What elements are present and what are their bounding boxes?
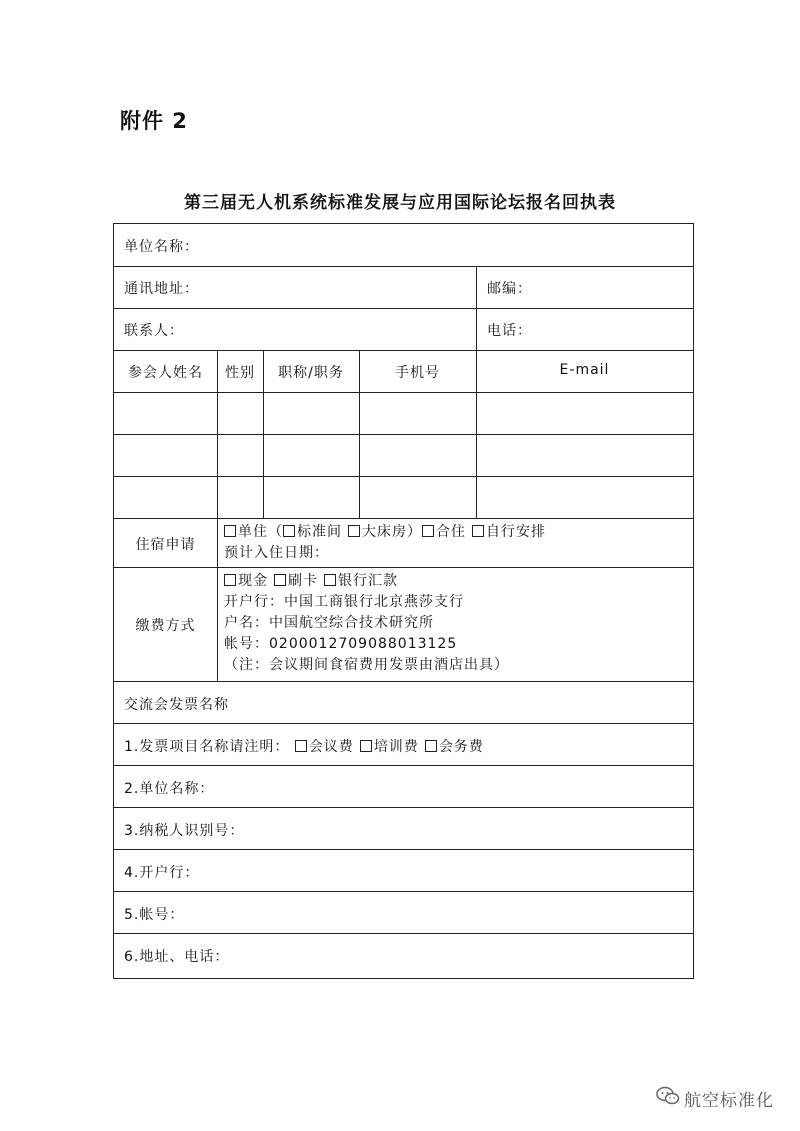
unit-name-label: 单位名称： <box>124 239 199 255</box>
payment-options <box>224 570 398 590</box>
postcode-label: 邮编： <box>487 281 532 297</box>
participant-title-cell[interactable] <box>264 435 358 475</box>
row-divider <box>114 681 693 682</box>
participant-name-cell[interactable] <box>115 393 216 433</box>
standard-room-option: 标准间 <box>297 524 342 540</box>
participant-gender-cell[interactable] <box>218 393 262 433</box>
participant-gender-cell[interactable] <box>218 435 262 475</box>
phone-label: 电话： <box>487 323 532 339</box>
standard-room-checkbox[interactable] <box>283 525 295 537</box>
row-divider <box>114 266 693 267</box>
meeting-fee-option: 会议费 <box>308 739 354 755</box>
single-checkbox[interactable] <box>224 525 236 537</box>
row-divider <box>114 567 693 568</box>
participant-mobile-cell[interactable] <box>360 435 475 475</box>
row-divider <box>114 933 693 934</box>
payment-label: 缴费方式 <box>135 618 196 634</box>
header-email: E-mail <box>559 362 610 378</box>
row-divider <box>114 807 693 808</box>
checkin-date-label: 预计入住日期： <box>224 545 329 561</box>
invoice-tax-id: 3.纳税人识别号： <box>124 823 245 839</box>
account-name: 户名：中国航空综合技术研究所 <box>224 615 434 631</box>
header-title: 职称/职务 <box>278 365 344 381</box>
shared-room-option: 合住 <box>436 524 466 540</box>
invoice-header: 交流会发票名称 <box>124 697 229 713</box>
self-arrange-option: 自行安排 <box>486 524 546 540</box>
meeting-fee-checkbox[interactable] <box>295 740 307 752</box>
transfer-checkbox[interactable] <box>324 574 336 586</box>
attachment-label: 附件 2 <box>120 109 188 133</box>
participant-mobile-cell[interactable] <box>360 393 475 433</box>
account-number: 帐号：0200012709088013125 <box>224 636 458 652</box>
header-gender: 性别 <box>225 365 255 381</box>
form-title: 第三届无人机系统标准发展与应用国际论坛报名回执表 <box>184 193 616 213</box>
accommodation-label: 住宿申请 <box>135 537 196 553</box>
row-divider <box>114 518 693 519</box>
header-mobile: 手机号 <box>395 365 440 381</box>
participant-mobile-cell[interactable] <box>360 477 475 517</box>
invoice-item-row <box>124 736 484 756</box>
row-divider <box>114 723 693 724</box>
col-divider <box>476 266 477 350</box>
header-name: 参会人姓名 <box>128 365 203 381</box>
single-option: 单住（ <box>238 524 283 540</box>
invoice-bank: 4.开户行： <box>124 865 200 881</box>
wechat-icon <box>656 1086 680 1111</box>
row-divider <box>114 308 693 309</box>
participant-email-cell[interactable] <box>477 435 692 475</box>
contact-label: 联系人： <box>124 323 184 339</box>
invoice-account: 5.帐号： <box>124 907 185 923</box>
cash-checkbox[interactable] <box>224 574 236 586</box>
king-room-checkbox[interactable] <box>348 525 360 537</box>
invoice-item-label: 1.发票项目名称请注明： <box>124 739 290 755</box>
self-arrange-checkbox[interactable] <box>472 525 484 537</box>
invoice-address-phone: 6.地址、电话： <box>124 949 230 965</box>
accommodation-options <box>224 521 546 541</box>
transfer-option: 银行汇款 <box>338 573 398 589</box>
row-divider <box>114 891 693 892</box>
row-divider <box>114 765 693 766</box>
registration-form <box>113 223 694 979</box>
row-divider <box>114 849 693 850</box>
participant-name-cell[interactable] <box>115 477 216 517</box>
participant-title-cell[interactable] <box>264 477 358 517</box>
col-divider <box>217 518 218 681</box>
card-checkbox[interactable] <box>274 574 286 586</box>
watermark <box>656 1086 774 1111</box>
service-fee-checkbox[interactable] <box>425 740 437 752</box>
cash-option: 现金 <box>238 573 268 589</box>
payment-note: （注：会议期间食宿费用发票由酒店出具） <box>224 657 509 673</box>
address-label: 通讯地址： <box>124 281 199 297</box>
participant-gender-cell[interactable] <box>218 477 262 517</box>
row-divider <box>114 350 693 351</box>
card-option: 刷卡 <box>288 573 318 589</box>
invoice-unit-name: 2.单位名称： <box>124 781 215 797</box>
participant-title-cell[interactable] <box>264 393 358 433</box>
participant-email-cell[interactable] <box>477 393 692 433</box>
bank-info: 开户行：中国工商银行北京燕莎支行 <box>224 594 464 610</box>
participant-name-cell[interactable] <box>115 435 216 475</box>
king-room-option: 大床房） <box>362 524 422 540</box>
training-fee-option: 培训费 <box>373 739 419 755</box>
participant-email-cell[interactable] <box>477 477 692 517</box>
watermark-text: 航空标准化 <box>684 1091 774 1111</box>
shared-room-checkbox[interactable] <box>422 525 434 537</box>
training-fee-checkbox[interactable] <box>360 740 372 752</box>
service-fee-option: 会务费 <box>438 739 484 755</box>
